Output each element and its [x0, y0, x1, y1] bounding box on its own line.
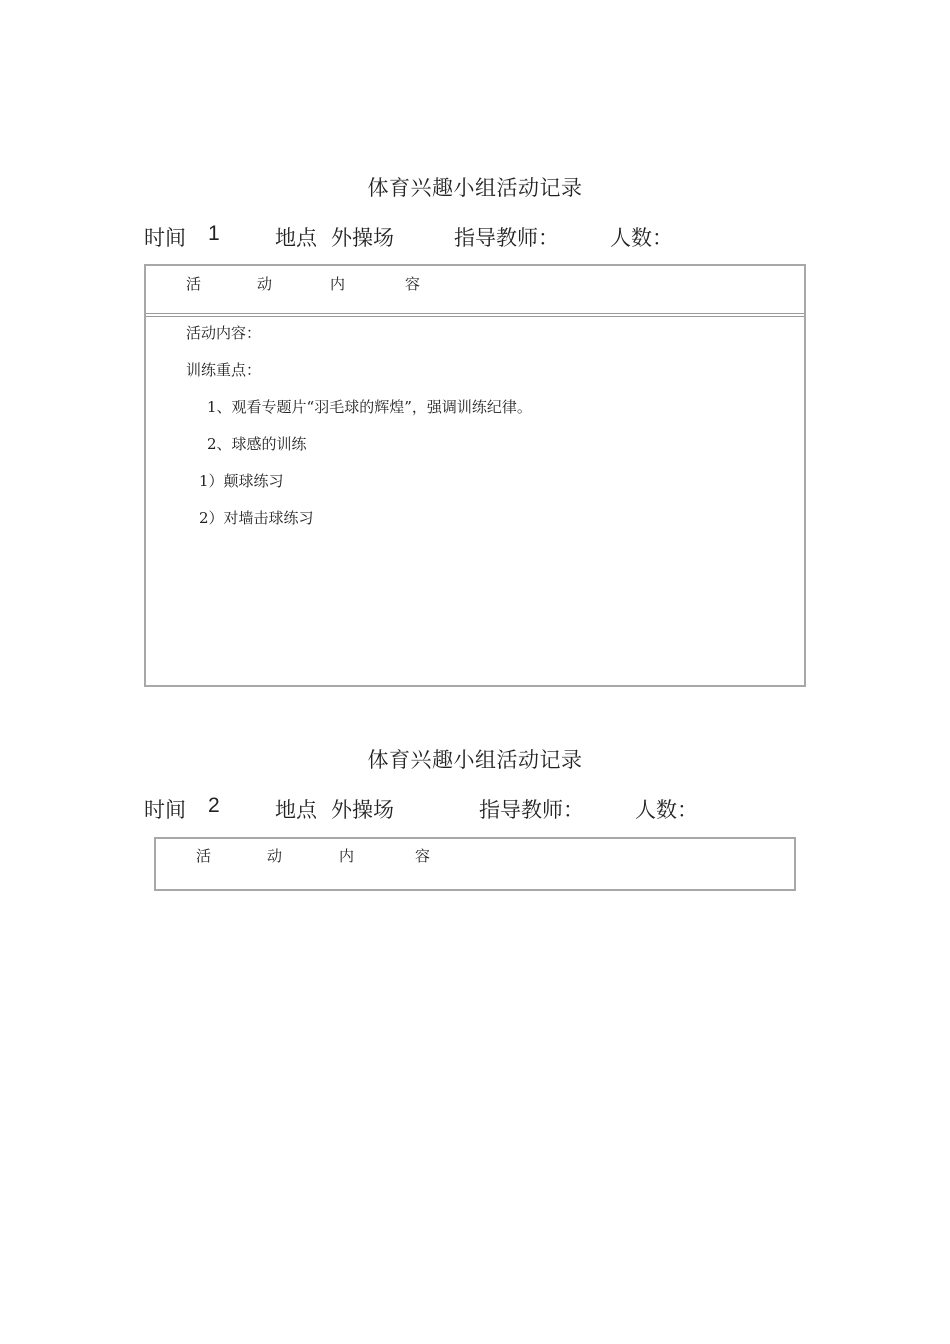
record1-content-line-5: 1）颠球练习	[199, 472, 284, 490]
record1-header-divider-2	[146, 316, 804, 317]
record2-table	[154, 837, 796, 891]
record2-time-label: 时间	[144, 798, 186, 822]
record2-place-value: 外操场	[331, 798, 394, 822]
record2-meta-row	[144, 794, 744, 822]
record1-header-char-1: 活	[186, 275, 202, 293]
record1-table	[144, 264, 806, 687]
record2-place-label: 地点	[275, 798, 317, 822]
record2-header-char-4: 容	[415, 847, 431, 865]
record2-title: 体育兴趣小组活动记录	[367, 748, 583, 772]
record1-meta-row	[144, 222, 744, 250]
record1-count-label: 人数：	[610, 226, 673, 250]
record1-header-row	[146, 273, 804, 293]
record2-header-row	[156, 845, 794, 865]
record1-header-char-4: 容	[405, 275, 421, 293]
record1-time-label: 时间	[144, 226, 186, 250]
record1-header-divider	[146, 313, 804, 314]
record2-time-value: 2	[208, 794, 220, 817]
record2-header-char-3: 内	[339, 847, 355, 865]
record2-header-char-2: 动	[267, 847, 283, 865]
record1-title: 体育兴趣小组活动记录	[367, 176, 583, 200]
record2-header-char-1: 活	[196, 847, 212, 865]
record1-content-line-2: 训练重点：	[186, 361, 262, 379]
record1-content-line-4: 2、球感的训练	[207, 435, 307, 453]
record2-teacher-label: 指导教师：	[479, 798, 584, 822]
record1-header-char-3: 内	[330, 275, 346, 293]
record1-place-value: 外操场	[331, 226, 394, 250]
record1-time-value: 1	[208, 222, 220, 245]
record1-header-char-2: 动	[257, 275, 273, 293]
record1-content-line-6: 2）对墙击球练习	[199, 509, 314, 527]
record1-content-line-1: 活动内容：	[186, 324, 262, 342]
record1-place-label: 地点	[275, 226, 317, 250]
record1-content-line-3: 1、观看专题片“羽毛球的辉煌”，强调训练纪律。	[207, 398, 532, 416]
record2-count-label: 人数：	[635, 798, 698, 822]
record1-teacher-label: 指导教师：	[454, 226, 559, 250]
